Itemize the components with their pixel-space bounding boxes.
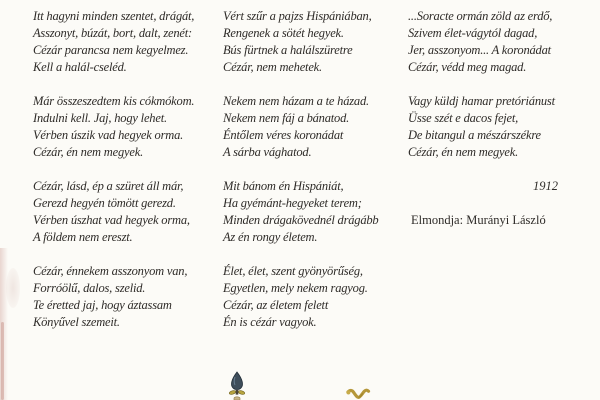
stanza	[223, 263, 378, 331]
poem-line: Cézár, nem mehetek.	[223, 60, 322, 74]
poem-column-3	[408, 8, 560, 229]
poem-line: Cézár, énnekem asszonyom van,	[33, 264, 188, 278]
poem-line: Cézár, én nem megyek.	[33, 145, 143, 159]
poem-line: Ha gyémánt-hegyeket terem;	[223, 196, 362, 210]
stanza	[33, 178, 194, 246]
poem-line: Kell a halál-cseléd.	[33, 60, 127, 74]
poem-line: Forróölű, dalos, szelid.	[33, 281, 146, 295]
poem-line: Jer, asszonyom... A koronádat	[408, 43, 551, 57]
poem-line: Én is cézár vagyok.	[223, 315, 317, 329]
blue-teardrop-ornament-icon	[226, 371, 248, 400]
stanza	[223, 178, 378, 246]
poem-line: De bitangul a mészárszékre	[408, 128, 541, 142]
poem-line: Cézár, az életem felett	[223, 298, 329, 312]
poem-line: Vért szűr a pajzs Hispániában,	[223, 9, 372, 23]
poem-line: Az én rongy életem.	[223, 230, 318, 244]
poem-line: Vagy küldj hamar pretóriánust	[408, 94, 555, 108]
poem-line: Cézár, lásd, ép a szüret áll már,	[33, 179, 184, 193]
scan-edge-line-artifact	[1, 322, 4, 400]
poem-line: A sárba vághatod.	[223, 145, 312, 159]
poem-line: Szivem élet-vágytól dagad,	[408, 26, 538, 40]
poem-line: Vérben úszik vad hegyek orma.	[33, 128, 184, 142]
poem-line: Rengenek a sötét hegyek.	[223, 26, 344, 40]
stanza	[33, 263, 194, 331]
poem-line: Éntőlem véres koronádat	[223, 128, 344, 142]
stanza	[408, 8, 560, 76]
poem-line: Egyetlen, mely nekem ragyog.	[223, 281, 368, 295]
poem-line: Gerezd hegyén tömött gerezd.	[33, 196, 176, 210]
stanza	[408, 93, 560, 161]
poem-line: Cézár parancsa nem kegyelmez.	[33, 43, 189, 57]
poem-line: Mit bánom én Hispániát,	[223, 179, 344, 193]
poem-line: Indulni kell. Jaj, hogy lehet.	[33, 111, 167, 125]
stanza	[223, 8, 378, 76]
poem-line: Nekem nem házam a te házad.	[223, 94, 369, 108]
poem-line: Itt hagyni minden szentet, drágát,	[33, 9, 195, 23]
poem-line: Üsse szét e dacos fejet,	[408, 111, 519, 125]
poem-column-2	[223, 8, 378, 348]
poem-line: ...Soracte ormán zöld az erdő,	[408, 9, 553, 23]
poem-date: 1912	[533, 179, 558, 193]
poem-line: A földem nem ereszt.	[33, 230, 133, 244]
scan-smudge-artifact	[6, 268, 20, 308]
poem-column-1	[33, 8, 194, 348]
poem-line: Már összeszedtem kis cókmókom.	[33, 94, 195, 108]
gold-flourish-ornament-icon	[345, 387, 371, 400]
poem-line: Könyűvel szemeit.	[33, 315, 120, 329]
stanza	[33, 93, 194, 161]
poem-line: Cézár, védd meg magad.	[408, 60, 527, 74]
poem-line: Asszonyt, búzát, bort, dalt, zenét:	[33, 26, 192, 40]
poem-line: Vérben úszhat vad hegyek orma,	[33, 213, 190, 227]
poem-line: Minden drágakövednél drágább	[223, 213, 379, 227]
reciter-credit: Elmondja: Murányi László	[411, 213, 546, 227]
poem-line: Bús fürtnek a halálszüretre	[223, 43, 353, 57]
poem-line: Te éretted jaj, hogy áztassam	[33, 298, 172, 312]
stanza	[33, 8, 194, 76]
poem-line: Nekem nem fáj a bánatod.	[223, 111, 350, 125]
poem-line: Élet, élet, szent gyönyörűség,	[223, 264, 363, 278]
poem-line: Cézár, én nem megyek.	[408, 145, 518, 159]
stanza	[223, 93, 378, 161]
